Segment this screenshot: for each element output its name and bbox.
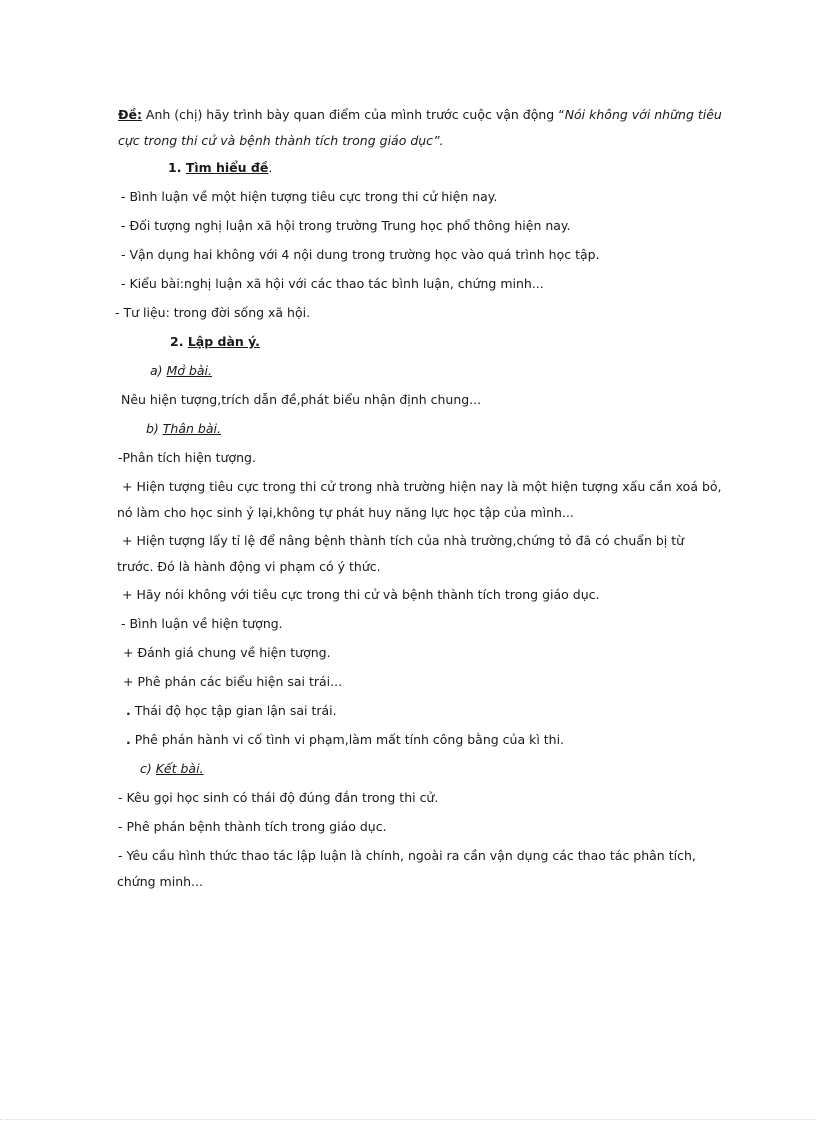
subsection-b-title: Thân bài. — [162, 421, 221, 436]
body-line: + Hiện tượng lấy tỉ lệ để nâng bệnh thành tích của nhà trường,chứng tỏ đã có chuẩn bị từ — [122, 533, 685, 548]
topic-quote-1: Nói không với những tiêu — [564, 107, 722, 122]
body-line: - Bình luận về hiện tượng. — [121, 616, 283, 631]
section-1-heading — [168, 160, 272, 176]
subsection-a-title: Mở bài. — [166, 363, 212, 378]
section-1-item: - Vận dụng hai không với 4 nội dung trong trường học vào quá trình học tập. — [121, 247, 600, 262]
subsection-c-title: Kết bài. — [155, 761, 204, 776]
conclusion-line: - Kêu gọi học sinh có thái độ đúng đắn trong thi cử. — [118, 790, 439, 805]
subsection-b-prefix: b) — [146, 421, 163, 436]
subsection-b-heading — [146, 421, 221, 437]
topic-line-2 — [118, 133, 444, 149]
section-1-after: . — [268, 160, 273, 175]
section-1-number: 1. — [168, 160, 186, 175]
body-line: + Hiện tượng tiêu cực trong thi cử trong nhà trường hiện nay là một hiện tượng xấu cần xoá bỏ, — [122, 479, 722, 494]
bullet-dot: . — [126, 732, 131, 747]
section-2-title: Lập dàn ý. — [187, 334, 260, 349]
body-dot-line — [126, 703, 337, 719]
page-bottom-edge — [0, 1119, 816, 1121]
bullet-dot: . — [126, 703, 131, 718]
section-1-title: Tìm hiểu đề — [185, 160, 269, 175]
body-line: -Phân tích hiện tượng. — [118, 450, 256, 465]
subsection-c-heading — [140, 761, 204, 777]
subsection-a-prefix: a) — [150, 363, 167, 378]
body-line: nó làm cho học sinh ỷ lại,không tự phát huy năng lực học tập của mình... — [117, 505, 574, 520]
conclusion-line: chứng minh... — [117, 874, 203, 889]
section-2-number: 2. — [170, 334, 188, 349]
body-dot-text: Thái độ học tập gian lận sai trái. — [130, 703, 337, 718]
subsection-a-text: Nêu hiện tượng,trích dẫn đề,phát biểu nhận định chung... — [121, 392, 482, 407]
subsection-c-prefix: c) — [140, 761, 156, 776]
section-1-item: - Bình luận về một hiện tượng tiêu cực trong thi cử hiện nay. — [121, 189, 498, 204]
section-1-item: - Kiểu bài:nghị luận xã hội với các thao tác bình luận, chứng minh... — [121, 276, 544, 291]
topic-line-1 — [118, 107, 722, 123]
body-dot-line — [126, 732, 564, 748]
conclusion-line: - Yêu cầu hình thức thao tác lập luận là chính, ngoài ra cần vận dụng các thao tác phân tích, — [118, 848, 696, 863]
topic-quote-end: ”. — [433, 133, 444, 148]
subsection-a-heading — [150, 363, 212, 379]
body-line: + Đánh giá chung về hiện tượng. — [123, 645, 331, 660]
topic-quote-2: cực trong thi cử và bệnh thành tích trong giáo dục — [118, 133, 434, 148]
topic-label: Đề: — [118, 107, 142, 122]
body-dot-text: Phê phán hành vi cố tình vi phạm,làm mất tính công bằng của kì thi. — [130, 732, 565, 747]
conclusion-line: - Phê phán bệnh thành tích trong giáo dục. — [118, 819, 387, 834]
topic-text: Anh (chị) hãy trình bày quan điểm của mình trước cuộc vận động “ — [141, 107, 565, 122]
section-1-item: - Tư liệu: trong đời sống xã hội. — [115, 305, 311, 320]
body-line: + Hãy nói không với tiêu cực trong thi cử và bệnh thành tích trong giáo dục. — [122, 587, 600, 602]
body-line: + Phê phán các biểu hiện sai trái... — [123, 674, 343, 689]
section-2-heading — [170, 334, 260, 350]
section-1-item: - Đối tượng nghị luận xã hội trong trường Trung học phổ thông hiện nay. — [121, 218, 571, 233]
body-line: trước. Đó là hành động vi phạm có ý thức. — [117, 559, 381, 574]
